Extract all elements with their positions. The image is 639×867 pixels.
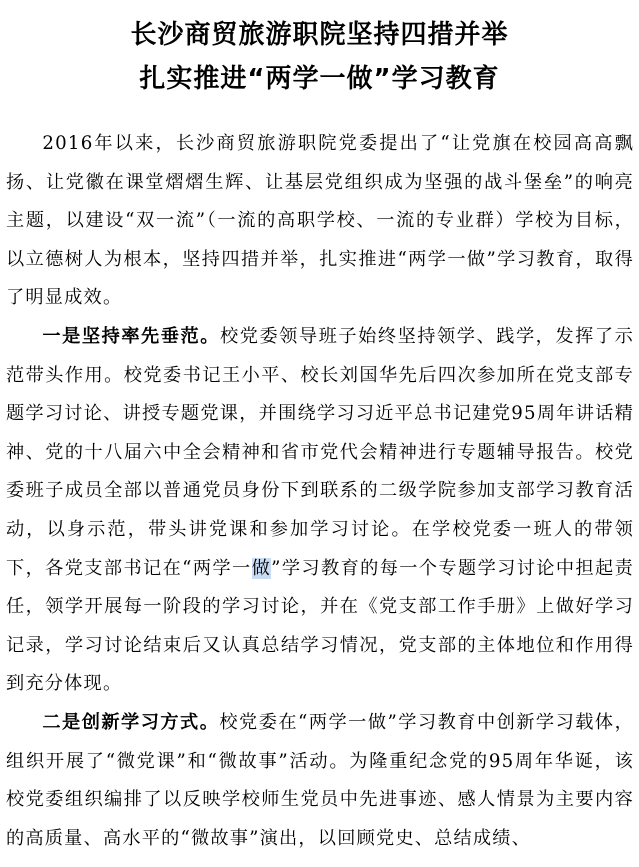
paragraph-heading: 二是创新学习方式。	[42, 711, 220, 733]
paragraph-lead-by-example	[6, 318, 634, 704]
paragraph-intro: 2016年以来，长沙商贸旅游职院党委提出了“让党旗在校园高高飘扬、让党徽在课堂熠熠生辉、让基层党组织成为坚强的战斗堡垒”的响亮主题，以建设“双一流”（一流的高职学校、一流的专业群）学校为目标，以立德树人为根本，坚持四措并举，扎实推进“两学一做”学习教育，取得了明显成效。	[6, 133, 634, 309]
document-title-line-1: 长沙商贸旅游职院坚持四措并举	[130, 20, 509, 50]
paragraph-text: ”学习教育的每一个专题学习讨论中担起责任，领学开展每一阶段的学习讨论，并在《党支部工作手册》上做好学习记录，学习讨论结束后又认真总结学习情况，党支部的主体地位和作用得到充分体现。	[6, 557, 634, 695]
paragraph-heading: 一是坚持率先垂范。	[42, 325, 220, 347]
paragraph-text: 校党委领导班子始终坚持领学、践学，发挥了示范带头作用。校党委书记王小平、校长刘国华先后四次参加所在党支部专题学习讨论、讲授专题党课，并围绕学习习近平总书记建党95周年讲话精神、党的十八届六中全会精神和省市党代会精神进行专题辅导报告。校党委班子成员全部以普通党员身份下到联系的二级学院参加支部学习教育活动，以身示范，带头讲党课和参加学习讨论。在学校党委一班人的带领下，各党支部书记在“两学一	[6, 325, 634, 579]
article-body	[6, 125, 634, 858]
paragraph-text: 校党委在“两学一做”学习教育中创新学习载体，组织开展了“微党课”和“微故事”活动。为隆重纪念党的95周年华诞，该校党委组织编排了以反映学校师生党员中先进事迹、感人情景为主要内容的高质量、高水平的“微故事”演出，以回顾党史、总结成绩、	[6, 711, 634, 849]
text-selection-highlight[interactable]: 做	[251, 557, 272, 579]
document-title-line-2: 扎实推进“两学一做”学习教育	[139, 64, 500, 94]
paragraph-innovate-learning	[6, 704, 634, 858]
